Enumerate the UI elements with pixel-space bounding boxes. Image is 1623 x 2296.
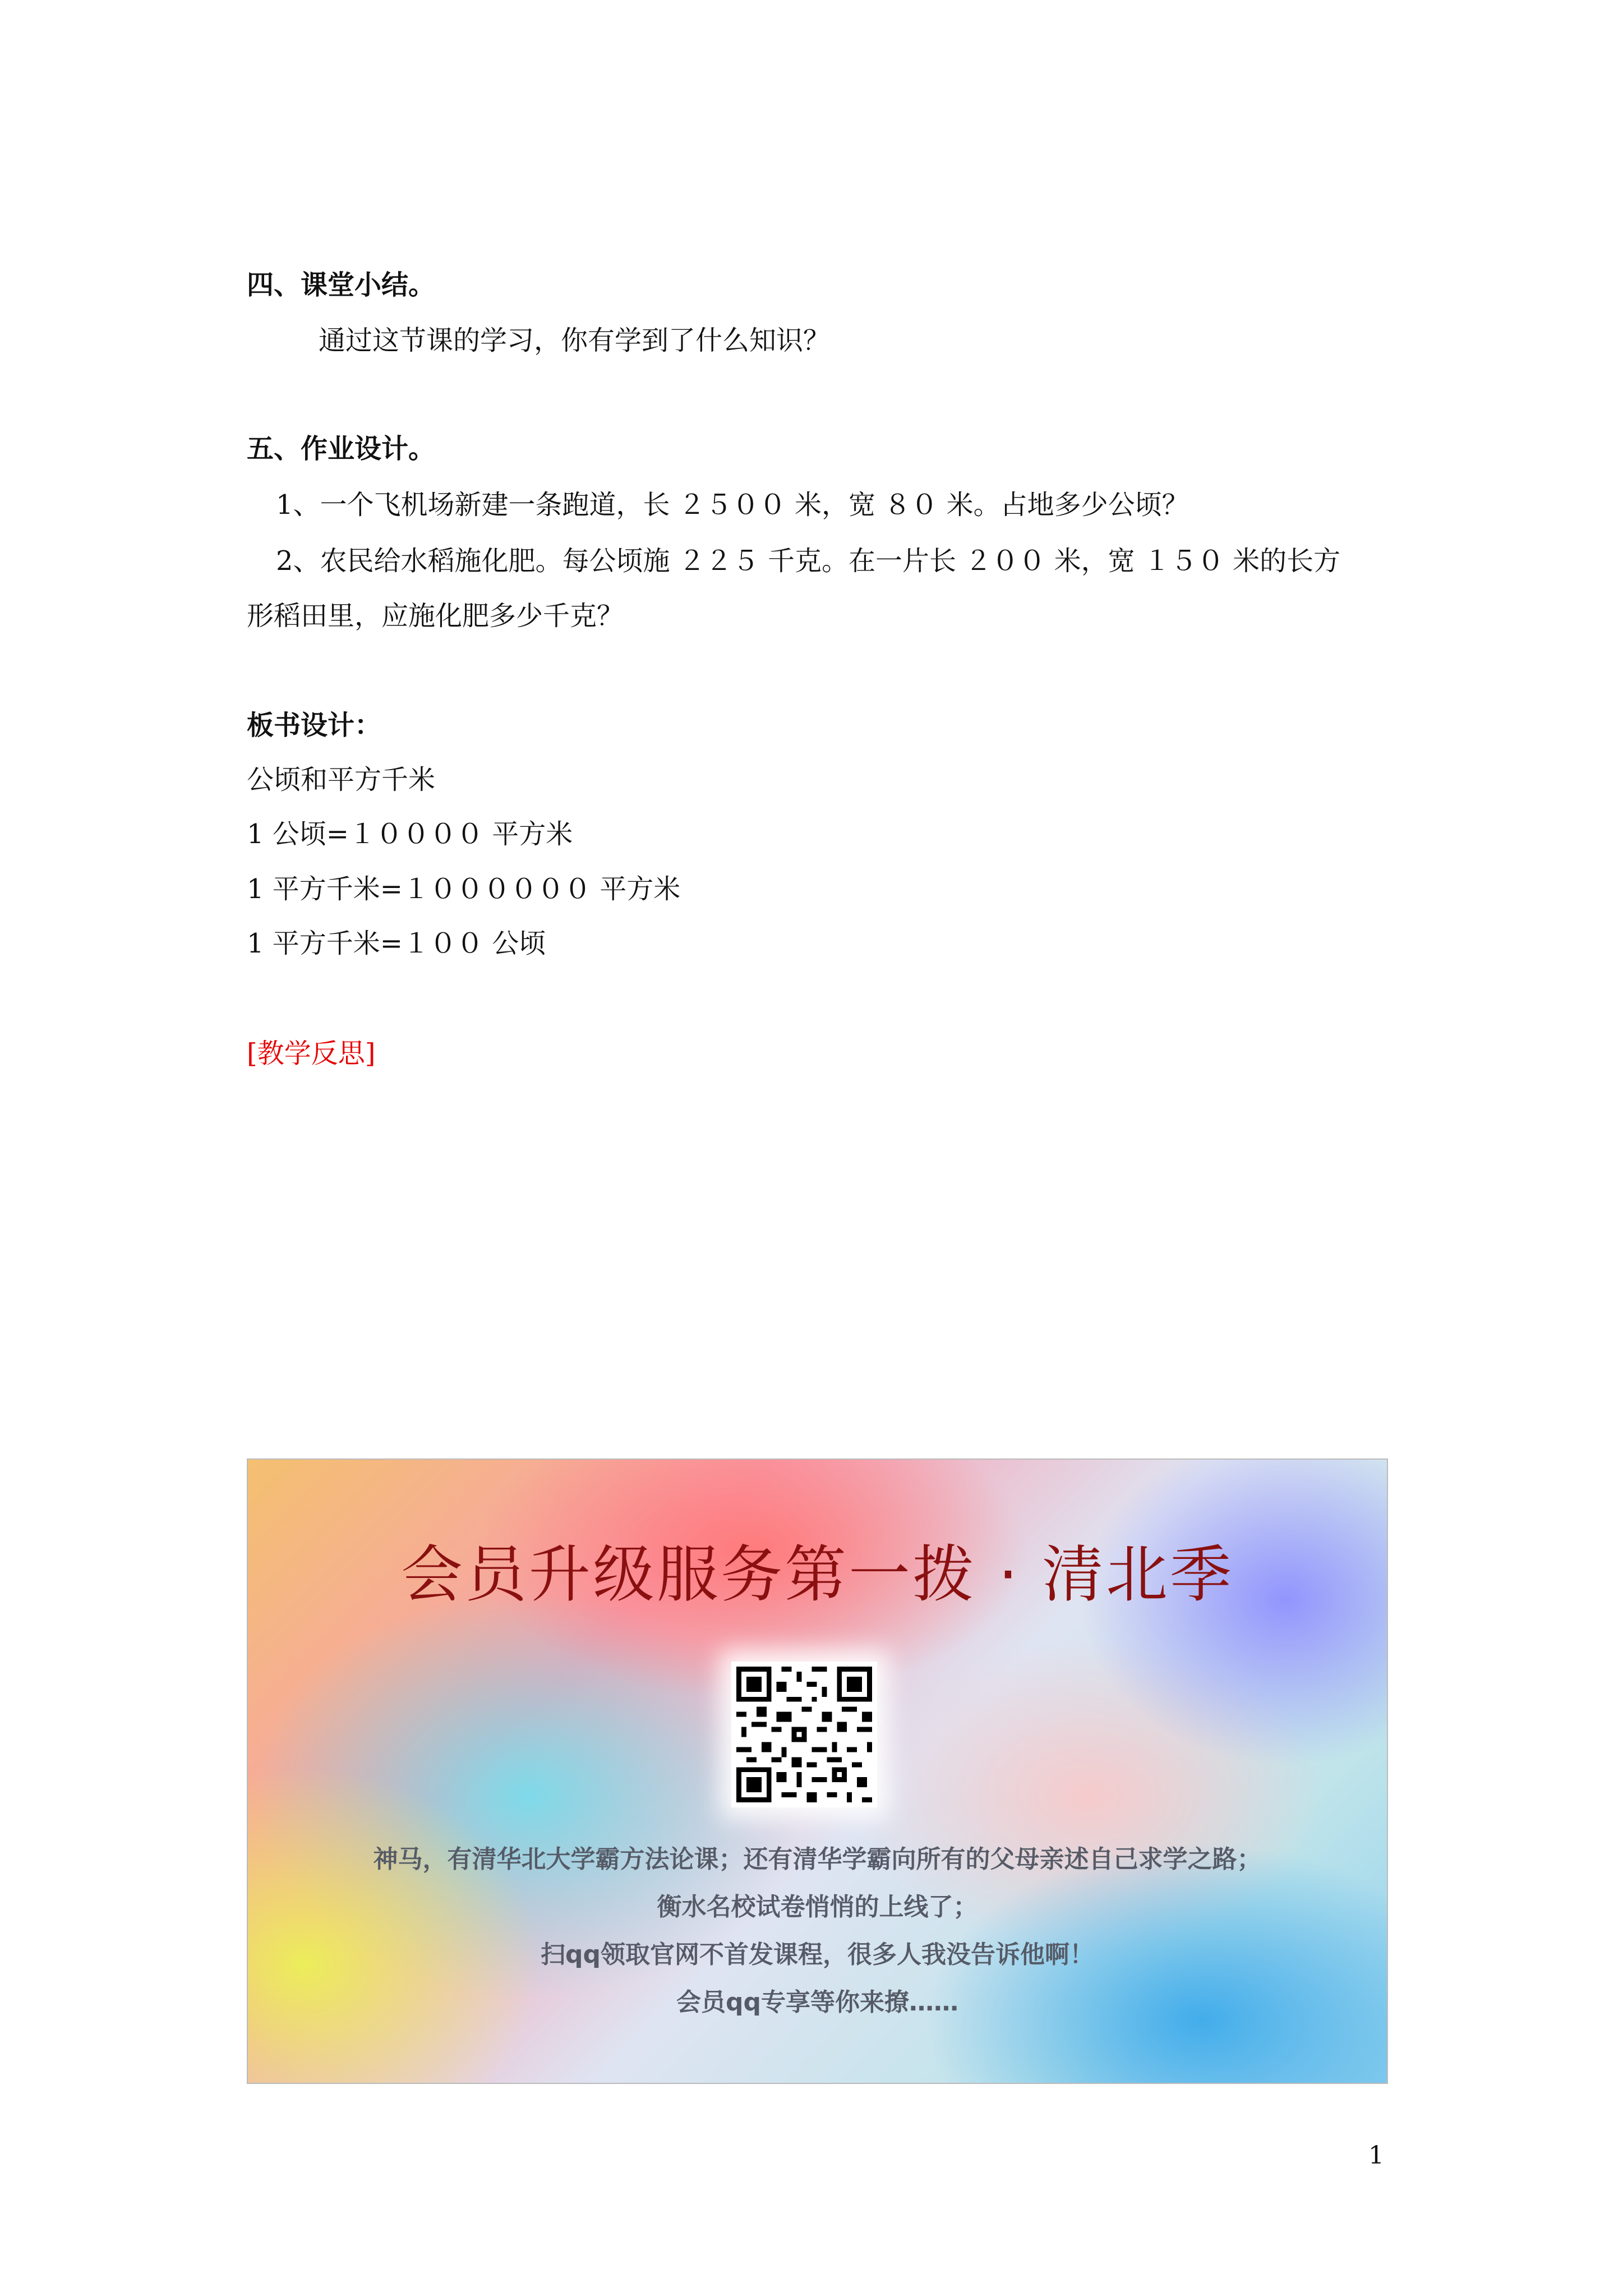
banner-line-4: 会员qq专享等你来撩…… xyxy=(676,1988,958,2017)
section4-text: 通过这节课的学习，你有学到了什么知识？ xyxy=(319,325,831,356)
banner-line-3: 扫qq领取官网不首发课程，很多人我没告诉他啊！ xyxy=(541,1940,1094,1969)
section4-heading: 四、课堂小结。 xyxy=(247,269,436,301)
board-line-2: 1 公顷=１００００ 平方米 xyxy=(247,818,573,850)
board-line-4: 1 平方千米=１００ 公顷 xyxy=(247,928,546,959)
homework-item-2-cont: 形稻田里，应施化肥多少千克？ xyxy=(247,600,624,632)
section5-heading: 五、作业设计。 xyxy=(247,433,436,464)
page-number: 1 xyxy=(1368,2141,1384,2170)
qr-code-icon[interactable] xyxy=(731,1662,877,1807)
homework-item-1: 1、一个飞机场新建一条跑道，长 ２５００ 米，宽 ８０ 米。占地多少公顷？ xyxy=(276,489,1189,521)
board-heading: 板书设计： xyxy=(247,710,382,741)
banner-title: 会员升级服务第一拨 · 清北季 xyxy=(401,1539,1234,1611)
banner-line-1: 神马，有清华北大学霸方法论课；还有清华学霸向所有的父母亲述自己求学之路； xyxy=(373,1845,1262,1874)
teaching-reflection-label: [教学反思] xyxy=(247,1038,376,1069)
homework-item-2: 2、农民给水稻施化肥。每公顷施 ２２５ 千克。在一片长 ２００ 米，宽 １５０ 米的长方 xyxy=(276,545,1341,577)
membership-banner[interactable] xyxy=(247,1458,1388,2084)
banner-line-2: 衡水名校试卷悄悄的上线了； xyxy=(657,1893,978,1921)
board-line-3: 1 平方千米=１００００００ 平方米 xyxy=(247,873,681,905)
board-line-1: 公顷和平方千米 xyxy=(247,764,436,795)
